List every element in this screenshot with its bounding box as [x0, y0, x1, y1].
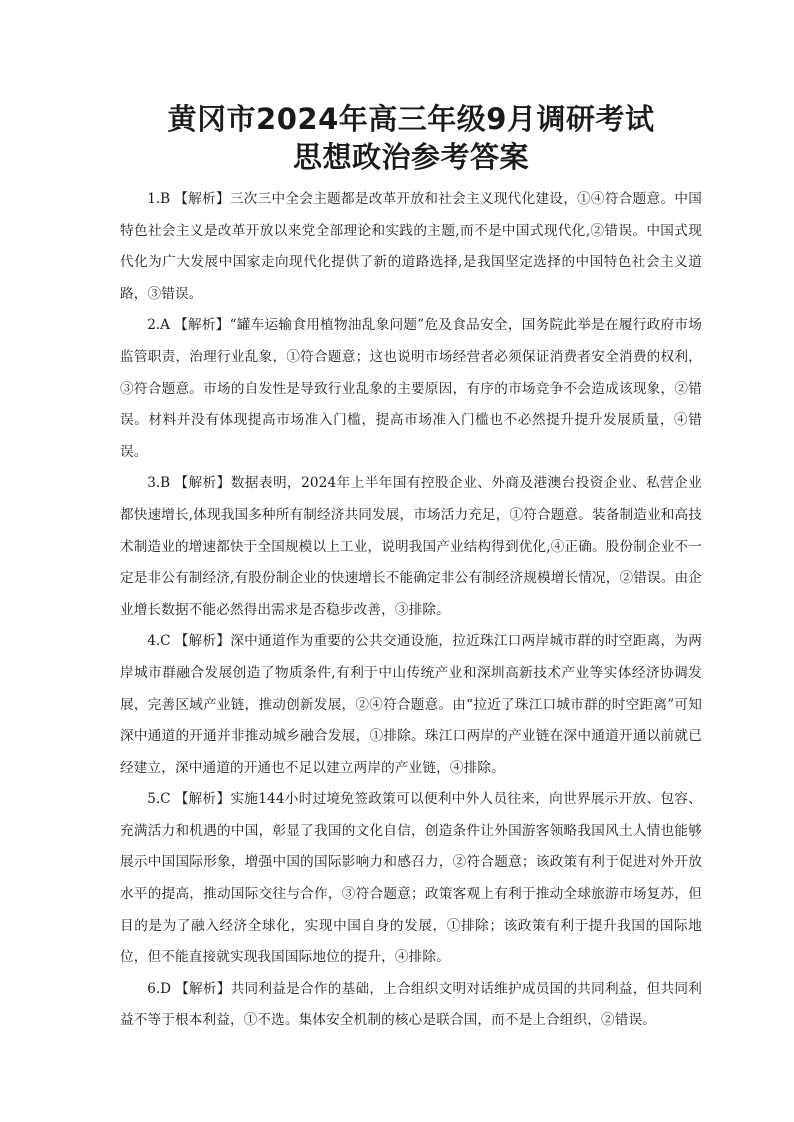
analysis-tag: 【解析】 — [175, 980, 231, 997]
document-subtitle: 思想政治参考答案 — [292, 140, 529, 174]
answer-item — [120, 468, 702, 626]
document-title: 黄冈市2024年高三年级9月调研考试 — [167, 102, 655, 136]
answer-number: 1.B — [147, 191, 171, 207]
answer-text: 数据表明，2024年上半年国有控股企业、外商及港澳台投资企业、私营企业都快速增长,体现我国多种所有制经济共同发展，市场活力充足，①符合题意。装备制造业和高技术制造业的增速都快于全国规模以上工业，说明我国产业结构得到优化,④正确。股份制企业不一定是非公有制经济,有股份制企业的快速增长不能确定非公有制经济规模增长情况，②错误。由企业增长数据不能必然得出需求是否稳步改善，③排除。 — [120, 475, 702, 618]
answer-number: 4.C — [147, 633, 171, 650]
analysis-tag: 【解析】 — [174, 475, 231, 492]
answer-text: “罐车运输食用植物油乱象问题”危及食品安全，国务院此举是在履行政府市场监管职责，治理行业乱象，①符合题意；这也说明市场经营者必须保证消费者安全消费的权利，③符合题意。市场的自发性是导致行业乱象的主要原因，有序的市场竞争不会造成该现象，②错误。材料并没有体现提高市场准入门槛，提高市场准入门槛也不必然提升提升发展质量，④错误。 — [120, 317, 702, 460]
answer-number: 3.B — [147, 475, 171, 492]
answer-number: 2.A — [147, 317, 170, 334]
answer-text: 共同利益是合作的基础，上合组织文明对话维护成员国的共同利益，但共同利益不等于根本利益，①不选。集体安全机制的核心是联合国，而不是上合组织，②错误。 — [120, 980, 702, 1029]
analysis-tag: 【解析】 — [173, 317, 230, 334]
analysis-tag: 【解析】 — [174, 791, 231, 808]
answer-item — [120, 310, 702, 468]
answer-item — [120, 784, 702, 974]
answer-list — [120, 184, 702, 1037]
answer-item — [120, 184, 702, 310]
answer-text: 三次三中全会主题都是改革开放和社会主义现代化建设，①④符合题意。中国特色社会主义是改革开放以来党全部理论和实践的主题,而不是中国式现代化,②错误。中国式现代化为广大发展中国家走向现代化提供了新的道路选择,是我国坚定选择的中国特色社会主义道路，③错误。 — [120, 191, 702, 302]
answer-text: 实施144小时过境免签政策可以便利中外人员往来，向世界展示开放、包容、充满活力和机遇的中国，彰显了我国的文化自信，创造条件让外国游客领略我国风土人情也能够展示中国国际形象，增强中国的国际影响力和感召力，②符合题意；该政策有利于促进对外开放水平的提高，推动国际交往与合作，③符合题意；政策客观上有利于推动全球旅游市场复苏，但目的是为了融入经济全球化，实现中国自身的发展，①排除；该政策有利于提升我国的国际地位，但不能直接就实现我国国际地位的提升，④排除。 — [120, 791, 702, 966]
answer-number: 5.C — [147, 791, 171, 808]
answer-number: 6.D — [147, 980, 172, 997]
analysis-tag: 【解析】 — [174, 191, 230, 207]
answer-item — [120, 626, 702, 784]
answer-text: 深中通道作为重要的公共交通设施，拉近珠江口两岸城市群的时空距离，为两岸城市群融合发展创造了物质条件,有利于中山传统产业和深圳高新技术产业等实体经济协调发展，完善区域产业链，推动创新发展，②④符合题意。由“拉近了珠江口城市群的时空距离”可知深中通道的开通并非推动城乡融合发展，①排除。珠江口两岸的产业链在深中通道开通以前就已经建立，深中通道的开通也不足以建立两岸的产业链，④排除。 — [120, 633, 702, 776]
answer-item — [120, 974, 702, 1037]
analysis-tag: 【解析】 — [174, 633, 231, 650]
